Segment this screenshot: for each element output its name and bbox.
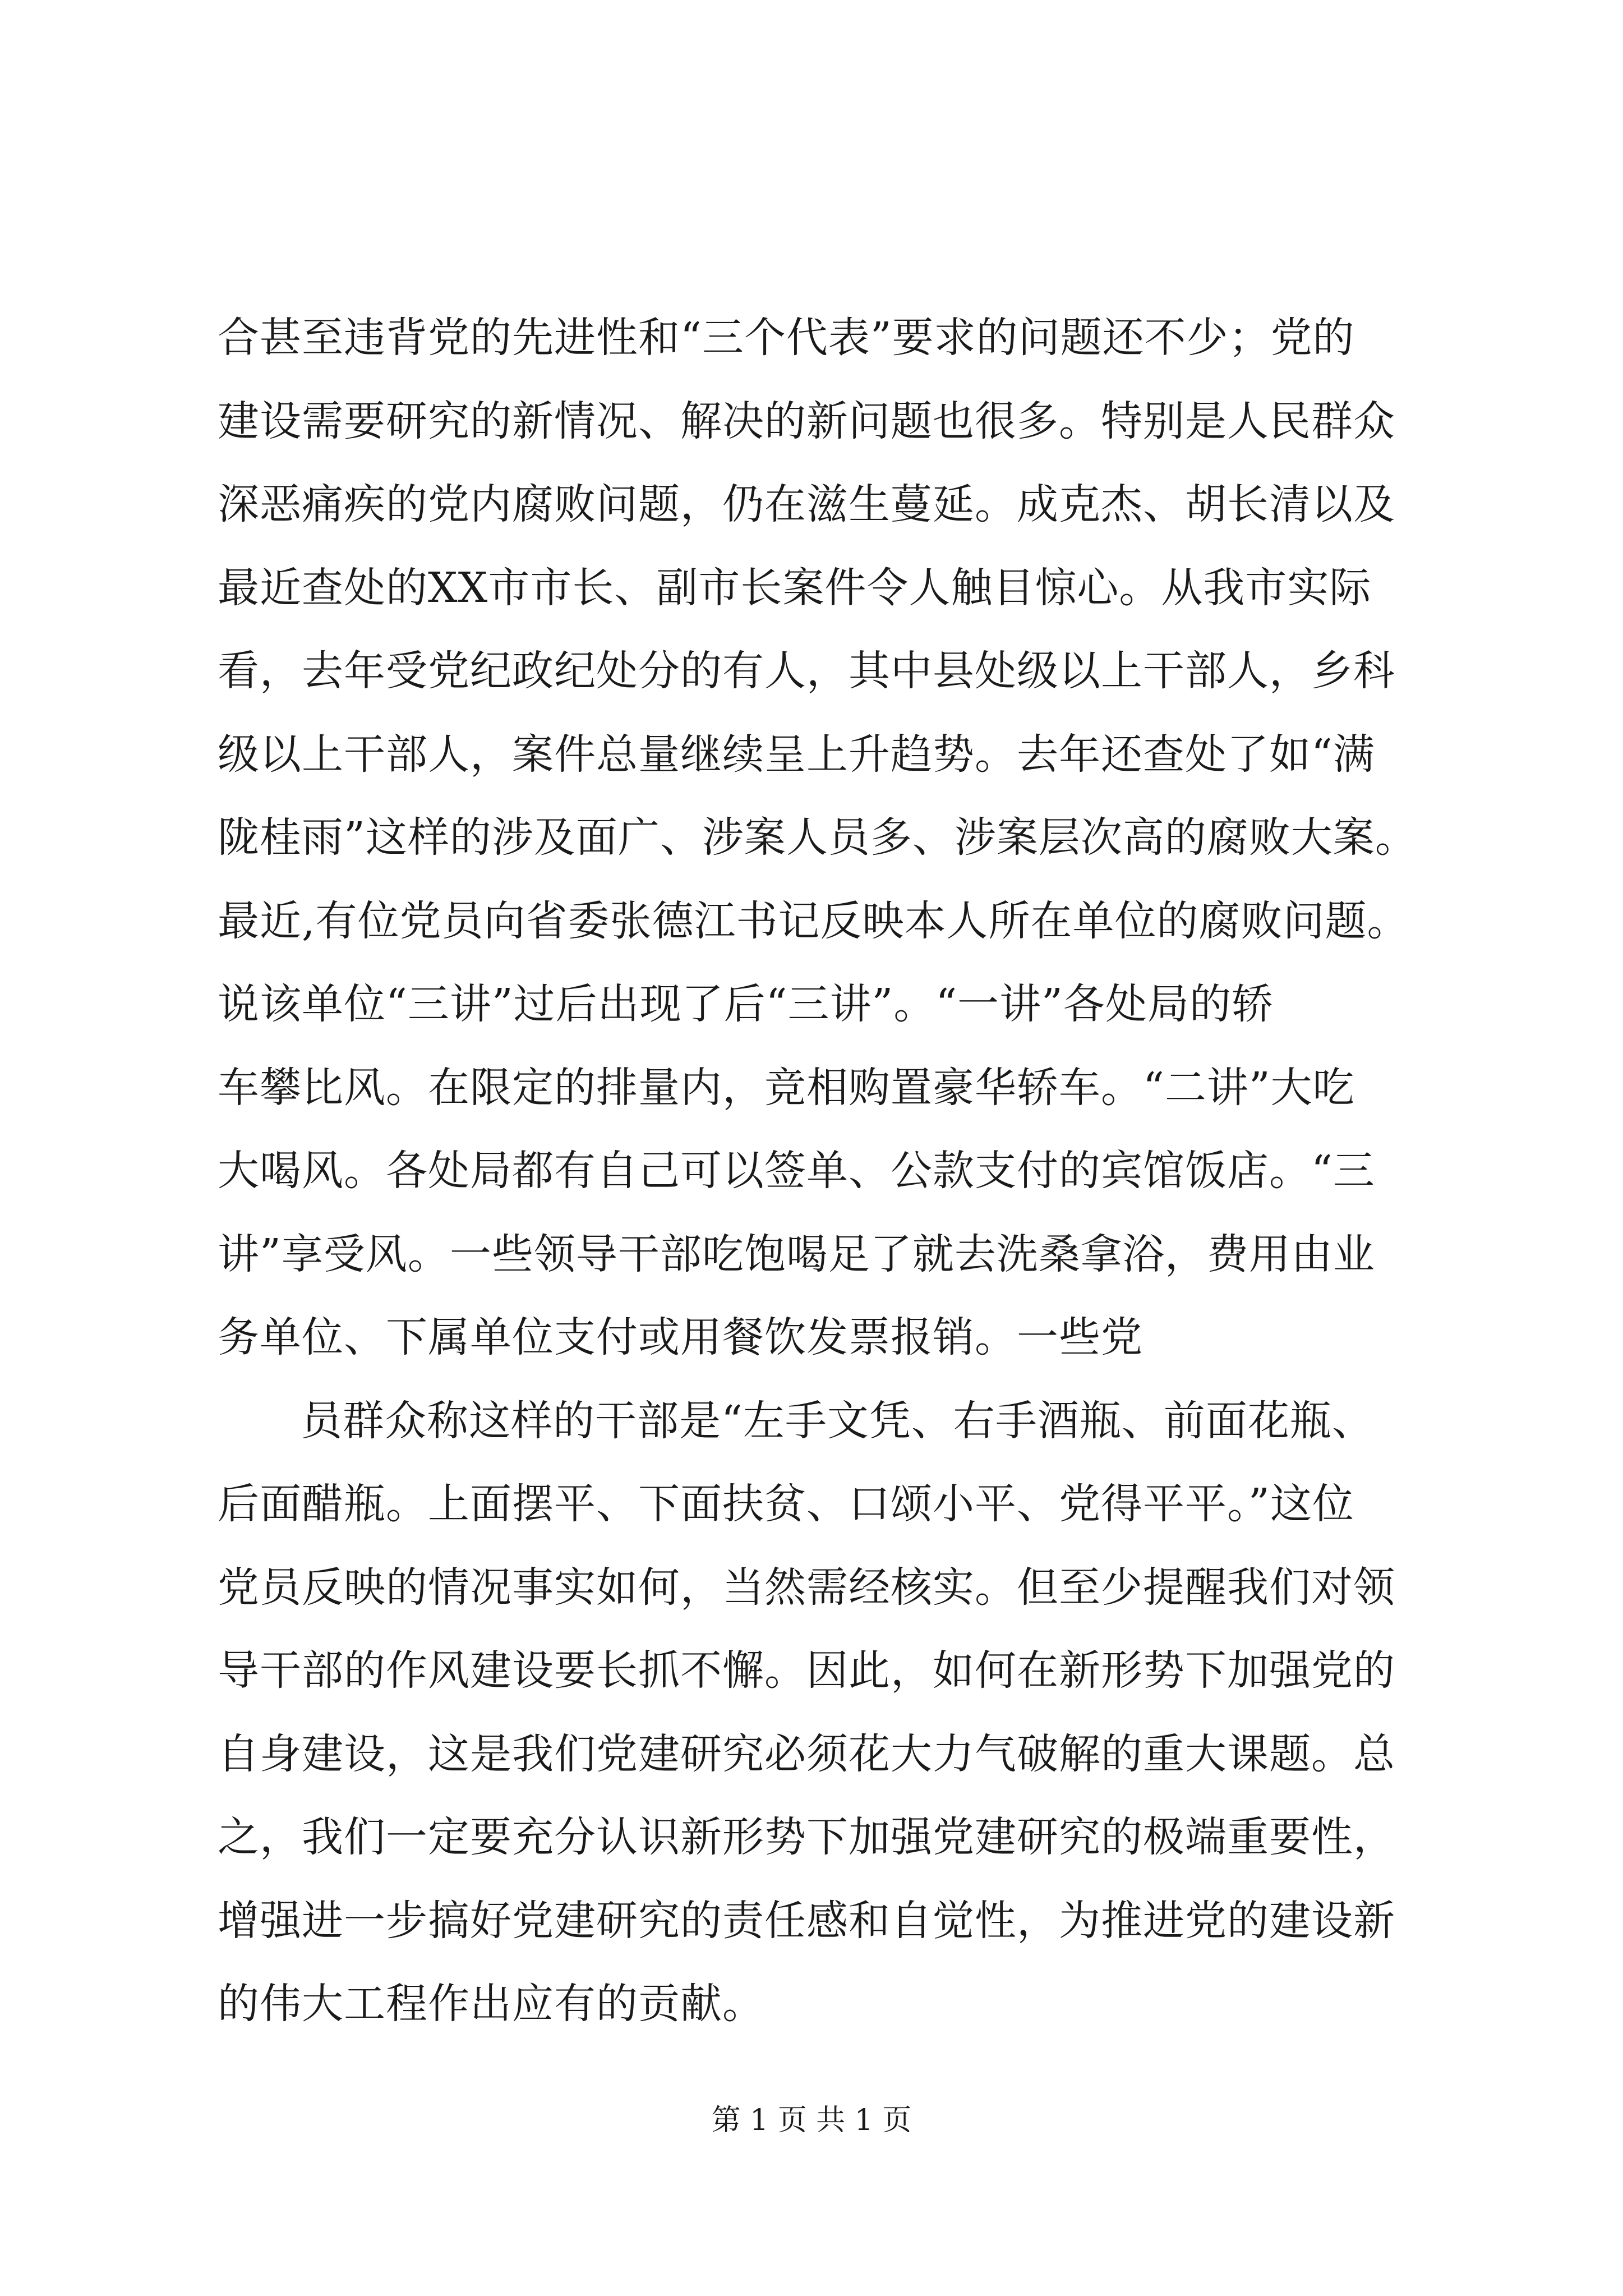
document-body xyxy=(218,296,1418,2046)
text-line: 看，去年受党纪政纪处分的有人，其中县处级以上干部人，乡科 xyxy=(218,647,1395,695)
text-line: 后面醋瓶。上面摆平、下面扶贫、口颂小平、党得平平。”这位 xyxy=(218,1480,1354,1528)
text-line: 陇桂雨”这样的涉及面广、涉案人员多、涉案层次高的腐败大案。 xyxy=(218,813,1417,862)
text-line: 之，我们一定要充分认识新形势下加强党建研究的极端重要性， xyxy=(218,1813,1395,1861)
paragraph-2 xyxy=(218,1379,1418,2046)
text-line: 级以上干部人，案件总量继续呈上升趋势。去年还查处了如“满 xyxy=(218,730,1375,779)
text-line: 最近,有位党员向省委张德江书记反映本人所在单位的腐败问题。 xyxy=(218,896,1409,945)
text-line: 最近查处的XX市市长、副市长案件令人触目惊心。从我市实际 xyxy=(218,563,1372,612)
text-line: 务单位、下属单位支付或用餐饮发票报销。一些党 xyxy=(218,1313,1143,1361)
text-line: 说该单位“三讲”过后出现了后“三讲”。“一讲”各处局的轿 xyxy=(218,980,1274,1028)
text-line: 增强进一步搞好党建研究的责任感和自觉性，为推进党的建设新 xyxy=(218,1896,1395,1945)
text-line: 深恶痛疾的党内腐败问题，仍在滋生蔓延。成克杰、胡长清以及 xyxy=(218,480,1395,528)
text-line: 导干部的作风建设要长抓不懈。因此，如何在新形势下加强党的 xyxy=(218,1646,1395,1695)
page-footer xyxy=(0,2101,1623,2140)
text-line: 党员反映的情况事实如何，当然需经核实。但至少提醒我们对领 xyxy=(218,1563,1395,1612)
text-line: 讲”享受风。一些领导干部吃饱喝足了就去洗桑拿浴，费用由业 xyxy=(218,1230,1375,1278)
text-line: 的伟大工程作出应有的贡献。 xyxy=(218,1980,764,2028)
page-indicator: 第 1 页 共 1 页 xyxy=(711,2104,912,2137)
text-line: 大喝风。各处局都有自己可以签单、公款支付的宾馆饭店。“三 xyxy=(218,1147,1375,1195)
text-line: 员群众称这样的干部是“左手文凭、右手酒瓶、前面花瓶、 xyxy=(301,1396,1374,1445)
text-line: 自身建设，这是我们党建研究必须花大力气破解的重大课题。总 xyxy=(218,1729,1395,1778)
text-line: 车攀比风。在限定的排量内，竞相购置豪华轿车。“二讲”大吃 xyxy=(218,1063,1355,1112)
text-line: 合甚至违背党的先进性和“三个代表”要求的问题还不少；党的 xyxy=(218,314,1355,362)
text-line: 建设需要研究的新情况、解决的新问题也很多。特别是人民群众 xyxy=(218,397,1395,445)
paragraph-1 xyxy=(218,296,1418,1379)
